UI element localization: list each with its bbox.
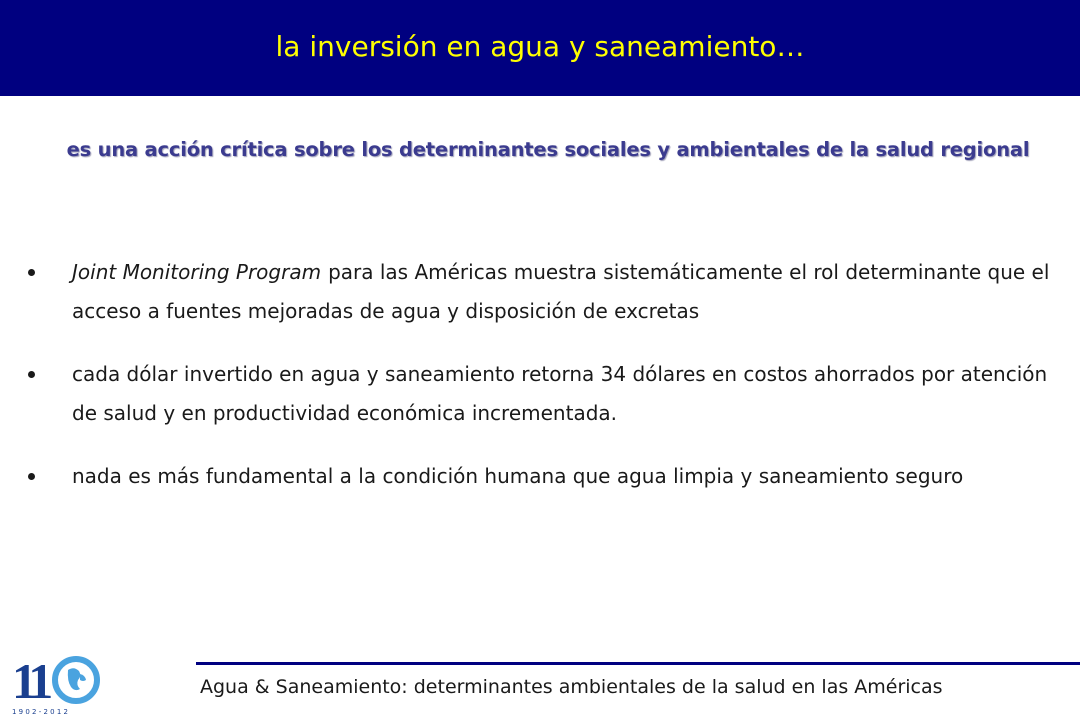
bullet-dot-icon: [28, 269, 35, 276]
bullet-list: [24, 253, 1064, 520]
bullet-text: nada es más fundamental a la condición humana que agua limpia y saneamiento seguro: [72, 464, 964, 488]
slide-title: la inversión en agua y saneamiento…: [275, 29, 805, 63]
slide-subtitle: es una acción crítica sobre los determinantes sociales y ambientales de la salud regional: [66, 138, 1030, 161]
bullet-item: [24, 355, 1064, 433]
bullet-text: cada dólar invertido en agua y saneamiento retorna 34 dólares en costos ahorrados por atención de salud y en productividad económica incrementada.: [72, 362, 1048, 425]
logo-number: 11: [12, 653, 48, 709]
bullet-item: [24, 457, 1064, 496]
logo-years: 1 9 0 2 - 2 0 1 2: [12, 708, 68, 716]
title-bar: [0, 0, 1080, 96]
footer-text: Agua & Saneamiento: determinantes ambientales de la salud en las Américas: [200, 676, 943, 698]
bullet-dot-icon: [28, 371, 35, 378]
bullet-text: para las Américas muestra sistemáticamente el rol determinante que el acceso a fuentes mejoradas de agua y disposición de excretas: [72, 260, 1050, 323]
bullet-dot-icon: [28, 473, 35, 480]
bullet-item: [24, 253, 1064, 331]
footer-divider: [196, 662, 1080, 665]
bullet-emphasis: Joint Monitoring Program: [72, 260, 322, 284]
anniversary-logo-icon: [10, 652, 102, 718]
